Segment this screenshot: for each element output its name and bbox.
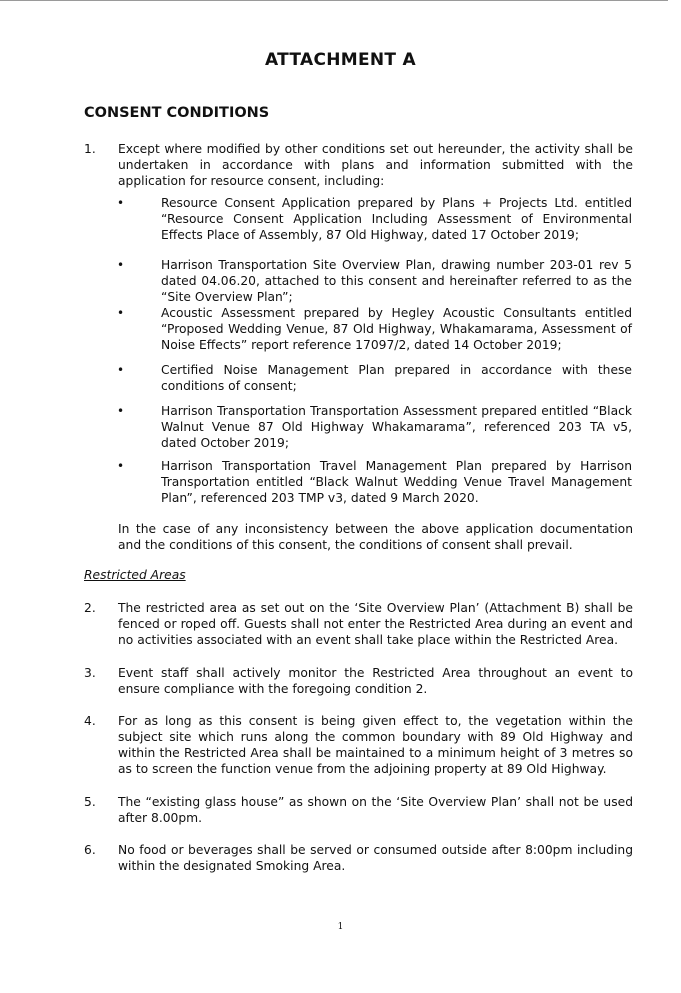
condition-1-bullet: Harrison Transportation Transportation Assessment prepared entitled “Black Walnut Venue 87 Old Highway Whakamarama”, referenced 203 TA v5, dated October 2019; [161, 404, 632, 450]
page-number: 1 [337, 922, 344, 932]
bullet-symbol: • [117, 196, 125, 210]
page-title: ATTACHMENT A [265, 50, 416, 70]
restricted-areas-heading: Restricted Areas [84, 568, 186, 582]
condition-number: 3. [84, 666, 96, 680]
bullet-symbol: • [117, 404, 125, 418]
top-border-line [0, 0, 668, 1]
condition-number: 4. [84, 714, 96, 728]
condition-text: No food or beverages shall be served or consumed outside after 8:00pm including within the designated Smoking Area. [118, 843, 633, 873]
condition-1-bullet: Certified Noise Management Plan prepared in accordance with these conditions of consent; [161, 363, 632, 393]
condition-text: Event staff shall actively monitor the Restricted Area throughout an event to ensure compliance with the foregoing condition 2. [118, 666, 633, 696]
condition-1-bullet: Resource Consent Application prepared by Plans + Projects Ltd. entitled “Resource Consent Application Including Assessment of Environmental Effects Place of Assembly, 87 Old Highway, dated 17 October 2019; [161, 196, 632, 242]
condition-text: The “existing glass house” as shown on the ‘Site Overview Plan’ shall not be used after 8.00pm. [118, 795, 633, 825]
condition-1-closing: In the case of any inconsistency between the above application documentation and the conditions of this consent, the conditions of consent shall prevail. [118, 522, 633, 552]
bullet-symbol: • [117, 459, 125, 473]
condition-1-intro: Except where modified by other conditions set out hereunder, the activity shall be undertaken in accordance with plans and information submitted with the application for resource consent, including: [118, 142, 633, 188]
condition-number: 5. [84, 795, 96, 809]
condition-number: 2. [84, 601, 96, 615]
bullet-symbol: • [117, 363, 125, 377]
condition-1-bullet: Harrison Transportation Site Overview Plan, drawing number 203-01 rev 5 dated 04.06.20, attached to this consent and hereinafter referred to as the “Site Overview Plan”; [161, 258, 632, 304]
condition-number: 6. [84, 843, 96, 857]
bullet-symbol: • [117, 306, 125, 320]
bullet-symbol: • [117, 258, 125, 272]
condition-1-bullet: Acoustic Assessment prepared by Hegley Acoustic Consultants entitled “Proposed Wedding Venue, 87 Old Highway, Whakamarama, Assessment of Noise Effects” report reference 17097/2, dated 14 October 2019; [161, 306, 632, 352]
section-heading: CONSENT CONDITIONS [84, 105, 270, 121]
condition-number: 1. [84, 142, 96, 156]
condition-text: The restricted area as set out on the ‘Site Overview Plan’ (Attachment B) shall be fenced or roped off. Guests shall not enter the Restricted Area during an event and no activities associated with an event shall take place within the Restricted Area. [118, 601, 633, 647]
condition-1-bullet: Harrison Transportation Travel Management Plan prepared by Harrison Transportation entitled “Black Walnut Wedding Venue Travel Management Plan”, referenced 203 TMP v3, dated 9 March 2020. [161, 459, 632, 505]
condition-text: For as long as this consent is being given effect to, the vegetation within the subject site which runs along the common boundary with 89 Old Highway and within the Restricted Area shall be maintained to a minimum height of 3 metres so as to screen the function venue from the adjoining property at 89 Old Highway. [118, 714, 633, 776]
